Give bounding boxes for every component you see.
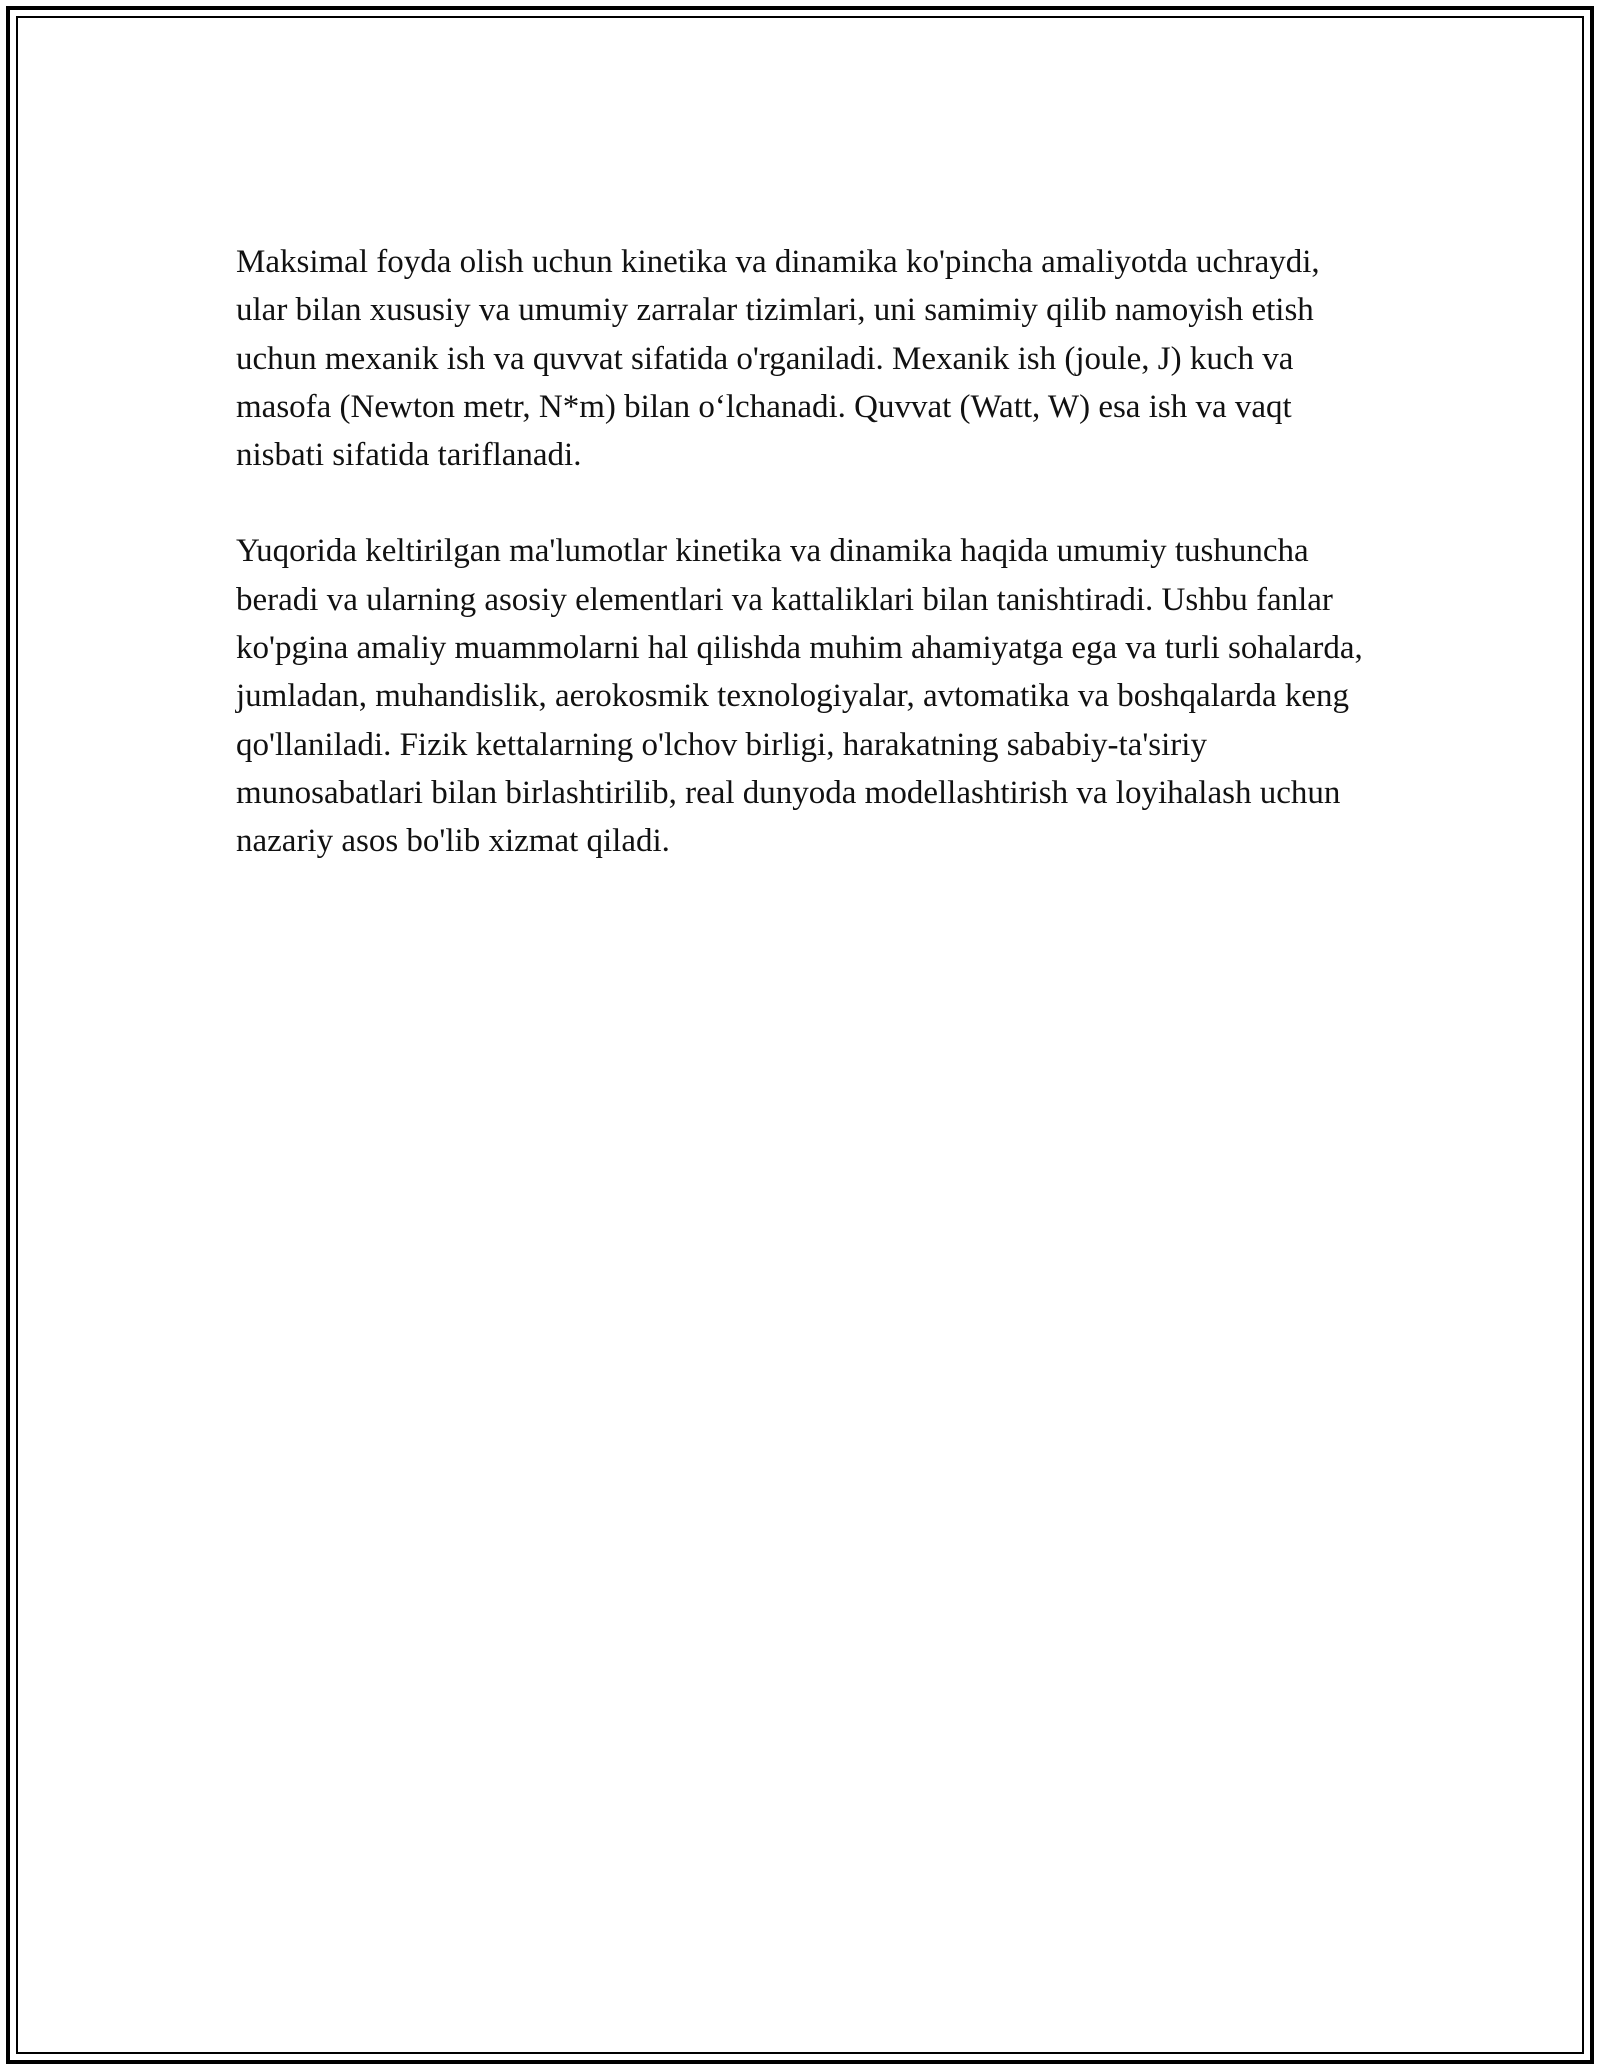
paragraph-1: Maksimal foyda olish uchun kinetika va dinamika ko'pincha amaliyotda uchraydi, ular bilan xususiy va umumiy zarralar tizimlari, uni samimiy qilib namoyish etish uchun mexanik ish va quvvat sifatida o'rganiladi. Mexanik ish (joule, J) kuch va masofa (Newton metr, N*m) bilan o‘lchanadi. Quvvat (Watt, W) esa ish va vaqt nisbati sifatida tariflanadi. [236, 244, 1320, 474]
paragraph-2: Yuqorida keltirilgan ma'lumotlar kinetika va dinamika haqida umumiy tushuncha beradi va ularning asosiy elementlari va kattaliklari bilan tanishtiradi. Ushbu fanlar ko'pgina amaliy muammolarni hal qilishda muhim ahamiyatga ega va turli sohalarda, jumladan, muhandislik, aerokosmik texnologiyalar, avtomatika va boshqalarda keng qo'llaniladi. Fizik kettalarning o'lchov birligi, harakatning sababiy-ta'siriy munosabatlari bilan birlashtirilib, real dunyoda modellashtirish va loyihalash uchun nazariy asos bo'lib xizmat qiladi. [236, 533, 1363, 860]
document-body [236, 238, 1366, 914]
